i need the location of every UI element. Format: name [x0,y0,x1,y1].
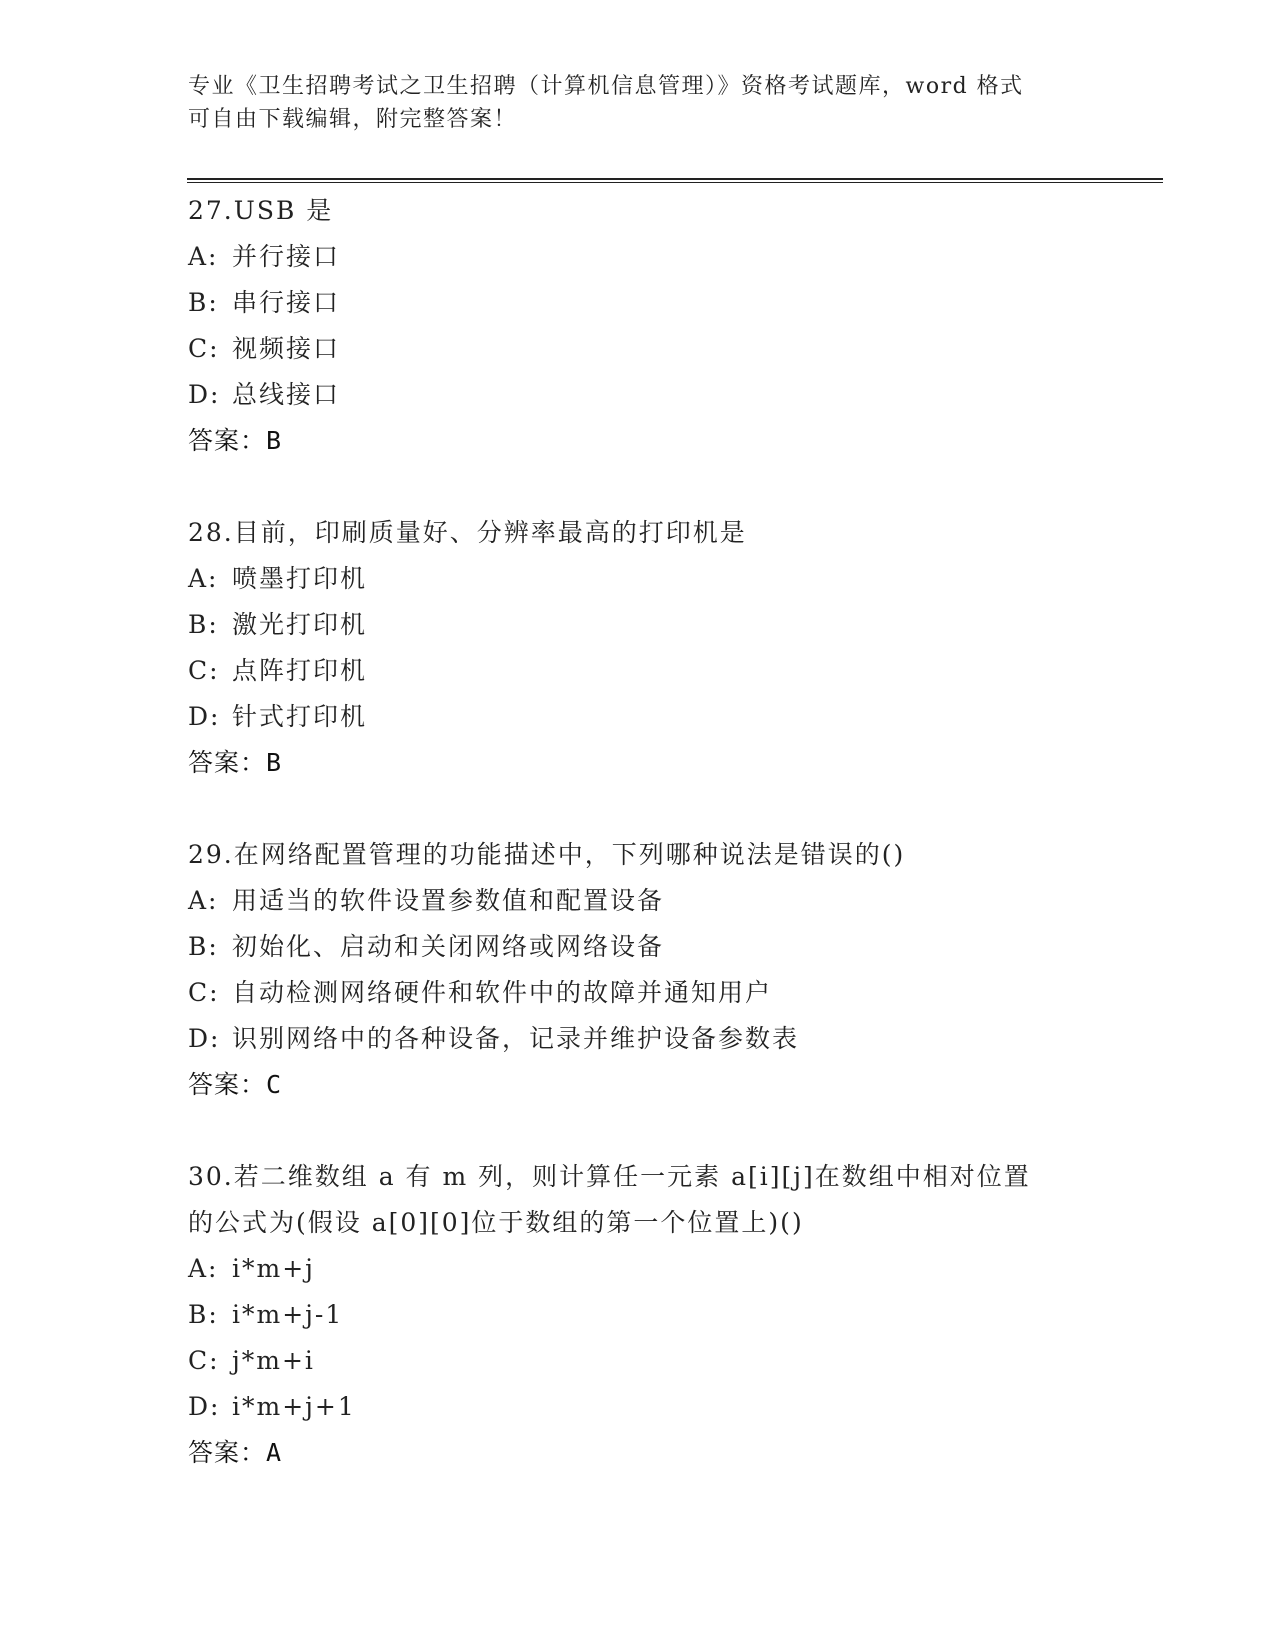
option-letter: B: [188,288,219,317]
answer-label: 答案： [188,1070,267,1099]
option-text: i*m+j+1 [232,1392,356,1421]
option-d [188,1016,1148,1062]
question-stem-line: 30.若二维数组 a 有 m 列，则计算任一元素 a[i][j]在数组中相对位置 [188,1162,1031,1191]
answer-line [188,1430,1148,1476]
answer-label: 答案： [188,1438,267,1467]
option-text: 针式打印机 [232,702,368,731]
option-b [188,602,1148,648]
question-stem-line: 28.目前，印刷质量好、分辨率最高的打印机是 [188,518,747,547]
answer-value: B [266,748,283,777]
spacer [188,786,1148,832]
question-27 [188,188,1148,464]
option-d [188,1384,1148,1430]
question-stem-line: 的公式为(假设 a[0][0]位于数组的第一个位置上)() [188,1208,804,1237]
option-text: 喷墨打印机 [232,564,368,593]
option-text: 并行接口 [232,242,341,271]
question-stem [188,1154,1148,1246]
option-letter: A: [188,564,219,593]
option-d [188,372,1148,418]
document-header [188,70,1068,136]
answer-label: 答案： [188,748,267,777]
question-stem-line: 29.在网络配置管理的功能描述中，下列哪种说法是错误的() [188,840,906,869]
answer-line [188,740,1148,786]
option-text: 自动检测网络硬件和软件中的故障并通知用户 [232,978,773,1007]
answer-label: 答案： [188,426,267,455]
answer-line [188,1062,1148,1108]
spacer [188,1108,1148,1154]
question-stem [188,832,1148,878]
option-letter: C: [188,334,220,363]
option-letter: C: [188,1346,220,1375]
option-letter: D: [188,702,221,731]
option-letter: C: [188,978,220,1007]
option-a [188,556,1148,602]
option-b [188,1292,1148,1338]
option-a [188,878,1148,924]
option-c [188,1338,1148,1384]
question-list [188,188,1148,1476]
question-30 [188,1154,1148,1476]
option-letter: C: [188,656,220,685]
option-letter: B: [188,610,219,639]
option-letter: B: [188,932,219,961]
option-text: 点阵打印机 [232,656,368,685]
question-29 [188,832,1148,1108]
option-d [188,694,1148,740]
answer-value: A [266,1438,283,1467]
option-text: 初始化、启动和关闭网络或网络设备 [232,932,665,961]
option-text: 识别网络中的各种设备，记录并维护设备参数表 [232,1024,800,1053]
option-text: 总线接口 [232,380,341,409]
option-a [188,1246,1148,1292]
option-text: 激光打印机 [232,610,368,639]
question-stem [188,188,1148,234]
option-a [188,234,1148,280]
option-letter: D: [188,1024,221,1053]
option-text: j*m+i [232,1346,315,1375]
option-text: i*m+j [232,1254,315,1283]
question-stem-line: 27.USB 是 [188,196,334,225]
spacer [188,464,1148,510]
option-letter: D: [188,380,221,409]
option-letter: A: [188,1254,219,1283]
question-28 [188,510,1148,786]
option-letter: A: [188,242,219,271]
header-line-2: 可自由下载编辑，附完整答案！ [188,107,518,132]
header-divider [187,178,1163,183]
option-text: 视频接口 [232,334,341,363]
option-b [188,280,1148,326]
option-text: i*m+j-1 [232,1300,344,1329]
option-letter: B: [188,1300,219,1329]
answer-line [188,418,1148,464]
option-text: 用适当的软件设置参数值和配置设备 [232,886,665,915]
option-c [188,326,1148,372]
header-line-1: 专业《卫生招聘考试之卫生招聘（计算机信息管理）》资格考试题库，word 格式 [188,74,1024,99]
option-c [188,648,1148,694]
question-stem [188,510,1148,556]
answer-value: B [266,426,283,455]
option-letter: D: [188,1392,221,1421]
option-b [188,924,1148,970]
option-text: 串行接口 [232,288,341,317]
option-c [188,970,1148,1016]
answer-value: C [266,1070,283,1099]
option-letter: A: [188,886,219,915]
